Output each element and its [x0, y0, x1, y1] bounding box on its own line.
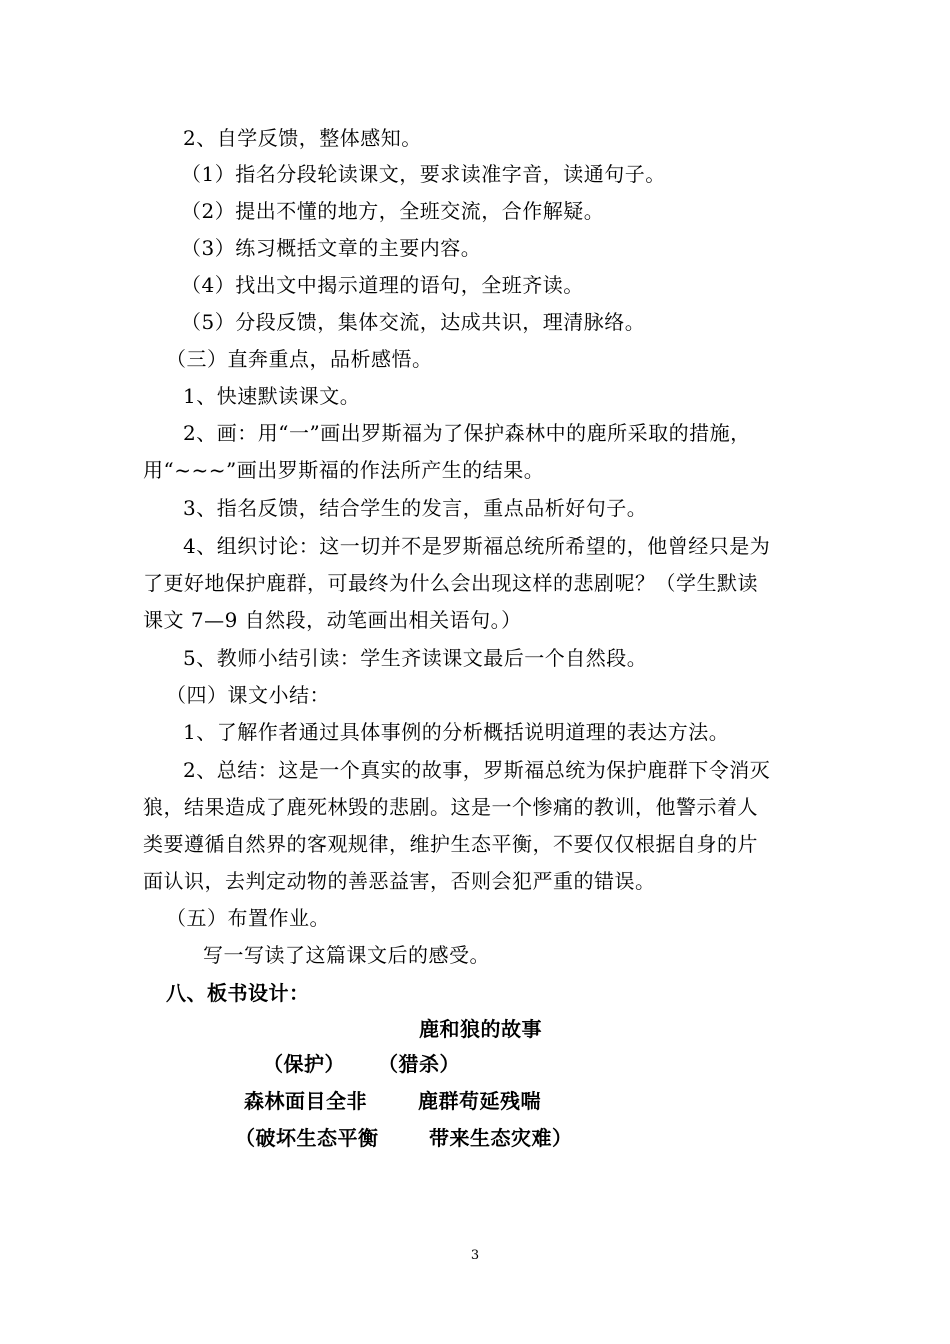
paragraph-continuation: 类要遵循自然界的客观规律，维护生态平衡，不要仅仅根据自身的片	[143, 832, 758, 856]
paragraph: 2、总结：这是一个真实的故事，罗斯福总统为保护鹿群下令消灭	[183, 758, 771, 782]
board-right-effect: 带来生态灾难）	[429, 1126, 573, 1150]
section-heading: （五）布置作业。	[166, 906, 330, 930]
page-number: 3	[470, 1248, 480, 1263]
board-right-label: （猎杀）	[378, 1052, 460, 1076]
board-left-label: （保护）	[263, 1052, 345, 1076]
paragraph: （5）分段反馈，集体交流，达成共识，理清脉络。	[181, 310, 646, 334]
paragraph: 3、指名反馈，结合学生的发言，重点品析好句子。	[183, 496, 648, 520]
paragraph: 2、自学反馈，整体感知。	[183, 126, 422, 150]
paragraph: 1、快速默读课文。	[183, 384, 361, 408]
paragraph: 1、了解作者通过具体事例的分析概括说明道理的表达方法。	[183, 720, 730, 744]
paragraph: 2、画：用“一”画出罗斯福为了保护森林中的鹿所采取的措施，	[183, 421, 751, 445]
paragraph: （1）指名分段轮读课文，要求读准字音，读通句子。	[181, 162, 666, 186]
paragraph-continuation: 狼，结果造成了鹿死林毁的悲剧。这是一个惨痛的教训，他警示着人	[143, 795, 758, 819]
paragraph: （3）练习概括文章的主要内容。	[181, 236, 482, 260]
board-heading: 八、板书设计：	[166, 981, 310, 1005]
paragraph: 5、教师小结引读：学生齐读课文最后一个自然段。	[183, 646, 648, 670]
section-heading: （三）直奔重点，品析感悟。	[166, 347, 433, 371]
paragraph-continuation: 用“~~~”画出罗斯福的作法所产生的结果。	[143, 458, 545, 482]
paragraph: 4、组织讨论：这一切并不是罗斯福总统所希望的，他曾经只是为	[183, 534, 771, 558]
paragraph: 写一写读了这篇课文后的感受。	[203, 943, 490, 967]
board-title: 鹿和狼的故事	[419, 1017, 542, 1041]
board-right-result: 鹿群苟延残喘	[418, 1089, 541, 1113]
paragraph-continuation: 面认识，去判定动物的善恶益害，否则会犯严重的错误。	[143, 869, 656, 893]
board-left-effect: （破坏生态平衡	[235, 1126, 379, 1150]
section-heading: （四）课文小结：	[166, 683, 330, 707]
paragraph-continuation: 课文 7—9 自然段，动笔画出相关语句。）	[143, 608, 522, 632]
paragraph: （2）提出不懂的地方，全班交流，合作解疑。	[181, 199, 605, 223]
paragraph-continuation: 了更好地保护鹿群，可最终为什么会出现这样的悲剧呢？（学生默读	[143, 571, 758, 595]
paragraph: （4）找出文中揭示道理的语句，全班齐读。	[181, 273, 584, 297]
board-left-result: 森林面目全非	[244, 1089, 367, 1113]
